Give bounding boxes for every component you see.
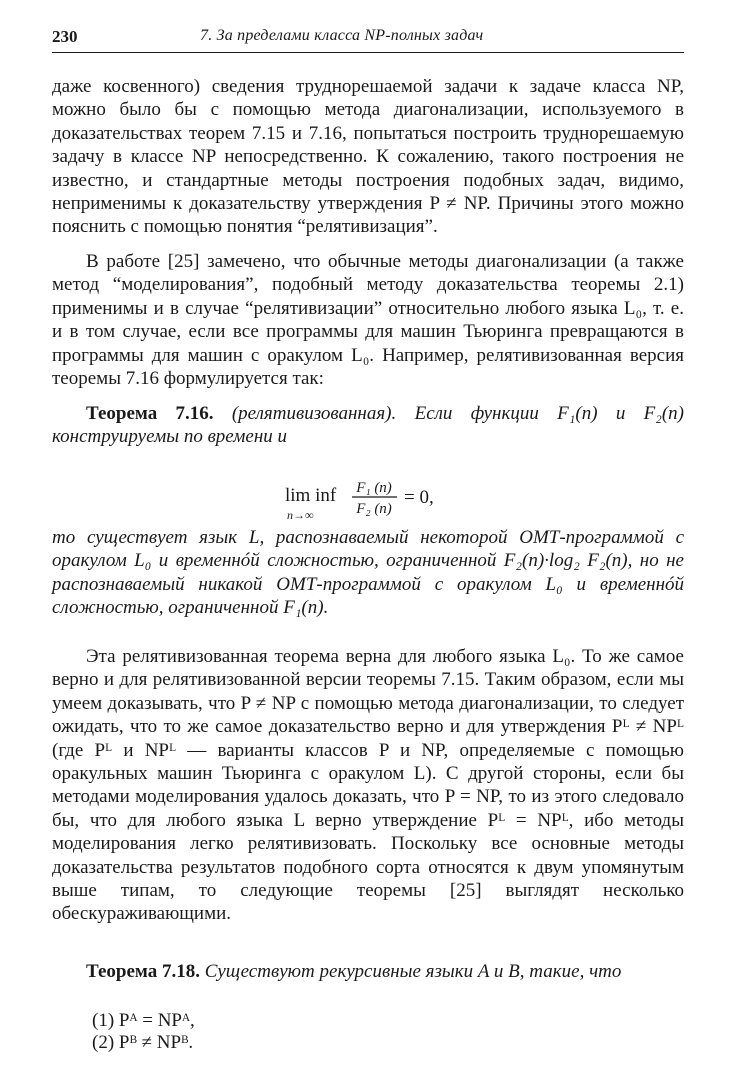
running-title: 7. За пределами класса NP-полных задач: [200, 27, 484, 44]
theorem-statement: Если функции F₁(n) и F₂(n) конструируемы по времени и: [52, 403, 685, 448]
theorem-7-16-conclusion: [52, 526, 684, 620]
theorem-qualifier: (релятивизованная).: [231, 403, 397, 424]
header-rule: [52, 52, 684, 53]
paragraph-relativization: [52, 250, 684, 390]
theorem-7-16: [52, 402, 684, 449]
paragraph-text: В работе [25] замечено, что обычные методы диагонализации (а также метод “моделирования”, подобный методу доказательства теоремы 2.1) применимы и в случае “релятивизации” относительно любого языка L₀, т. е. и в том случае, если все программы для машин Тьюринга превращаются в программы для машин с оракулом L₀. Например, релятивизованная версия теоремы 7.16 формулируется так:: [52, 251, 684, 390]
theorem-statement: Существуют рекурсивные языки A и B, такие, что: [204, 961, 622, 982]
theorem-conclusion: то существует язык L, распознаваемый некоторой ОМТ-программой с оракулом L₀ и временнóй сложностью, ограниченной F₂(n)·log₂ F₂(n), но не распознаваемый никакой ОМТ-программой с оракулом L₀ и временнóй сложностью, ограниченной F₁(n).: [52, 527, 684, 619]
page-number: 230: [52, 27, 78, 46]
paragraph-continuation: [52, 75, 684, 239]
paragraph-discussion: [52, 645, 684, 926]
formula-sub: n→∞: [287, 508, 314, 522]
theorem-7-18: [52, 960, 684, 983]
formula-lim: lim inf: [285, 485, 337, 506]
formula-rhs: = 0,: [404, 487, 434, 508]
theorem-item: (2) Pᴮ ≠ NPᴮ.: [92, 1032, 194, 1053]
paragraph-text: Эта релятивизованная теорема верна для любого языка L₀. То же самое верно и для релятивизованной версии теоремы 7.15. Таким образом, если мы умеем доказывать, что P ≠ NP с помощью метода диагонализации, то следует ожидать, что то же самое доказательство верно и для утверждения Pᴸ ≠ NPᴸ (где Pᴸ и NPᴸ — варианты классов P и NP, определяемые с помощью оракульных машин Тьюринга с оракулом L). С другой стороны, если бы методами моделирования удалось доказать, что P = NP, то из этого следовало бы, что для любого языка L верно утверждение Pᴸ = NPᴸ, ибо методы моделирования легко релятивизовать. Поскольку все основные методы доказательства результатов подобного сорта относятся к двум упомянутым выше типам, то следующие теоремы [25] выглядят несколько обескураживающими.: [52, 646, 684, 925]
paragraph-text: даже косвенного) сведения труднорешаемой задачи к задаче класса NP, можно было бы с помощью метода диагонализации, используемого в доказательствах теорем 7.15 и 7.16, попытаться построить труднорешаемую задачу в классе NP непосредственно. К сожалению, такого построения не известно, и стандартные методы построения подобных задач, видимо, неприменимы к доказательству утверждения P ≠ NP. Причины этого можно пояснить с помощью понятия “релятивизация”.: [52, 76, 684, 238]
theorem-label: Теорема 7.16.: [86, 403, 214, 424]
theorem-label: Теорема 7.18.: [86, 961, 200, 982]
formula-numerator: F₁ (n): [356, 480, 392, 496]
theorem-items: [92, 1010, 195, 1054]
formula-denominator: F₂ (n): [356, 501, 392, 517]
theorem-item: (1) Pᴬ = NPᴬ,: [92, 1010, 195, 1031]
limit-formula: [0, 468, 734, 526]
